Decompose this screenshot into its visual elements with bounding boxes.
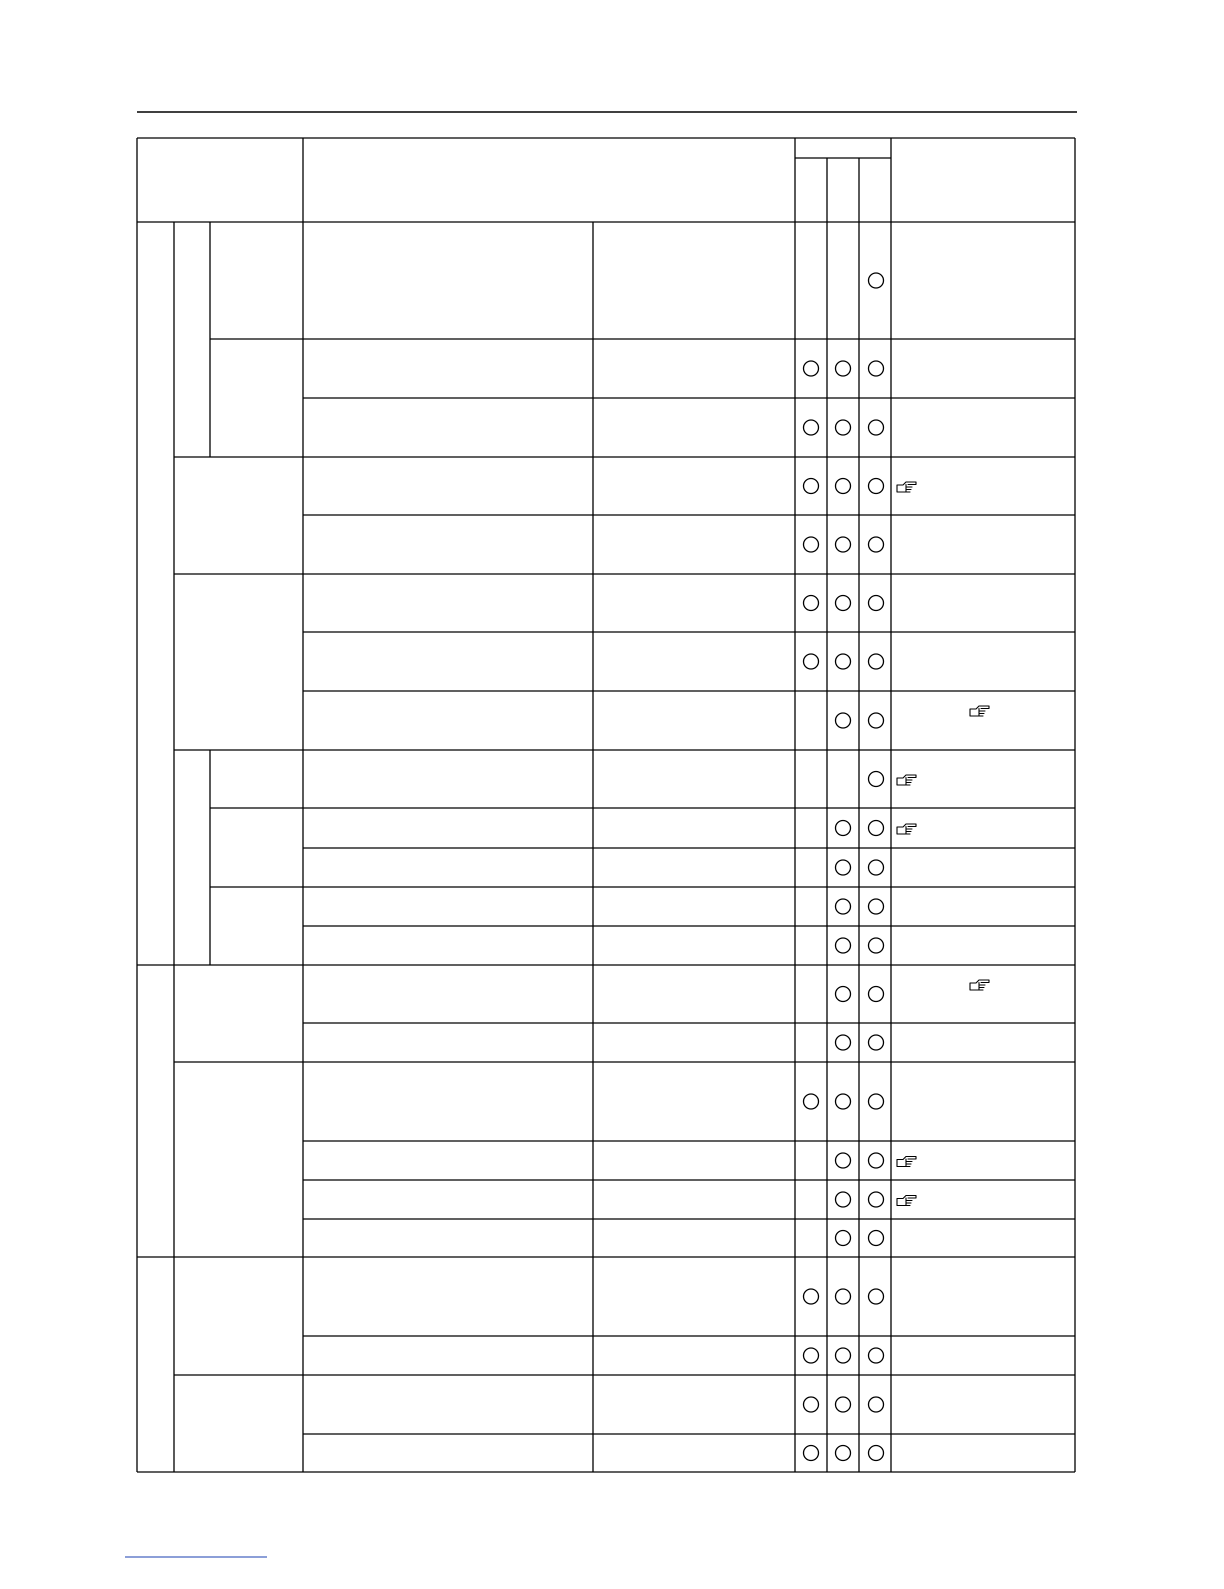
check-mark-circle	[804, 1397, 819, 1412]
check-mark-circle	[869, 938, 884, 953]
check-mark-circle	[869, 1348, 884, 1363]
check-mark-circle	[836, 713, 851, 728]
check-mark-circle	[804, 479, 819, 494]
check-mark-circle	[836, 899, 851, 914]
check-mark-circle	[804, 1094, 819, 1109]
check-mark-circle	[869, 596, 884, 611]
check-mark-circle	[836, 1153, 851, 1168]
check-mark-circle	[804, 1348, 819, 1363]
pointing-hand-icon	[970, 980, 989, 990]
check-mark-circle	[836, 1289, 851, 1304]
check-mark-circle	[869, 420, 884, 435]
pointing-hand-icon	[897, 482, 916, 492]
check-mark-circle	[804, 654, 819, 669]
check-mark-circle	[869, 1231, 884, 1246]
check-mark-circle	[836, 420, 851, 435]
check-mark-circle	[836, 1446, 851, 1461]
check-mark-circle	[804, 1289, 819, 1304]
check-mark-circle	[869, 479, 884, 494]
check-mark-circle	[869, 1035, 884, 1050]
check-mark-circle	[804, 1446, 819, 1461]
pointing-hand-icon	[897, 1157, 916, 1167]
pointing-hand-icon	[897, 824, 916, 834]
check-mark-circle	[836, 1192, 851, 1207]
check-mark-circle	[869, 1289, 884, 1304]
check-mark-circle	[836, 479, 851, 494]
check-mark-circle	[836, 596, 851, 611]
check-mark-circle	[804, 537, 819, 552]
check-mark-circle	[836, 1348, 851, 1363]
check-mark-circle	[869, 1153, 884, 1168]
check-mark-circle	[869, 1446, 884, 1461]
check-mark-circle	[804, 361, 819, 376]
check-mark-circle	[804, 420, 819, 435]
check-mark-circle	[836, 1094, 851, 1109]
check-mark-circle	[869, 361, 884, 376]
check-mark-circle	[869, 654, 884, 669]
check-mark-circle	[836, 938, 851, 953]
pointing-hand-icon	[897, 1196, 916, 1206]
check-mark-circle	[869, 987, 884, 1002]
check-mark-circle	[869, 713, 884, 728]
check-mark-circle	[869, 1397, 884, 1412]
check-mark-circle	[836, 821, 851, 836]
check-mark-circle	[836, 361, 851, 376]
check-mark-circle	[869, 821, 884, 836]
check-mark-circle	[869, 1192, 884, 1207]
check-mark-circle	[869, 1094, 884, 1109]
check-mark-circle	[836, 1231, 851, 1246]
check-mark-circle	[869, 537, 884, 552]
pointing-hand-icon	[897, 775, 916, 785]
check-mark-circle	[869, 273, 884, 288]
check-mark-circle	[836, 1035, 851, 1050]
check-mark-circle	[836, 537, 851, 552]
check-mark-circle	[836, 654, 851, 669]
check-mark-circle	[836, 987, 851, 1002]
check-mark-circle	[804, 596, 819, 611]
check-mark-circle	[836, 860, 851, 875]
check-mark-circle	[869, 860, 884, 875]
pointing-hand-icon	[970, 706, 989, 716]
check-mark-circle	[836, 1397, 851, 1412]
check-mark-circle	[869, 899, 884, 914]
check-mark-circle	[869, 772, 884, 787]
